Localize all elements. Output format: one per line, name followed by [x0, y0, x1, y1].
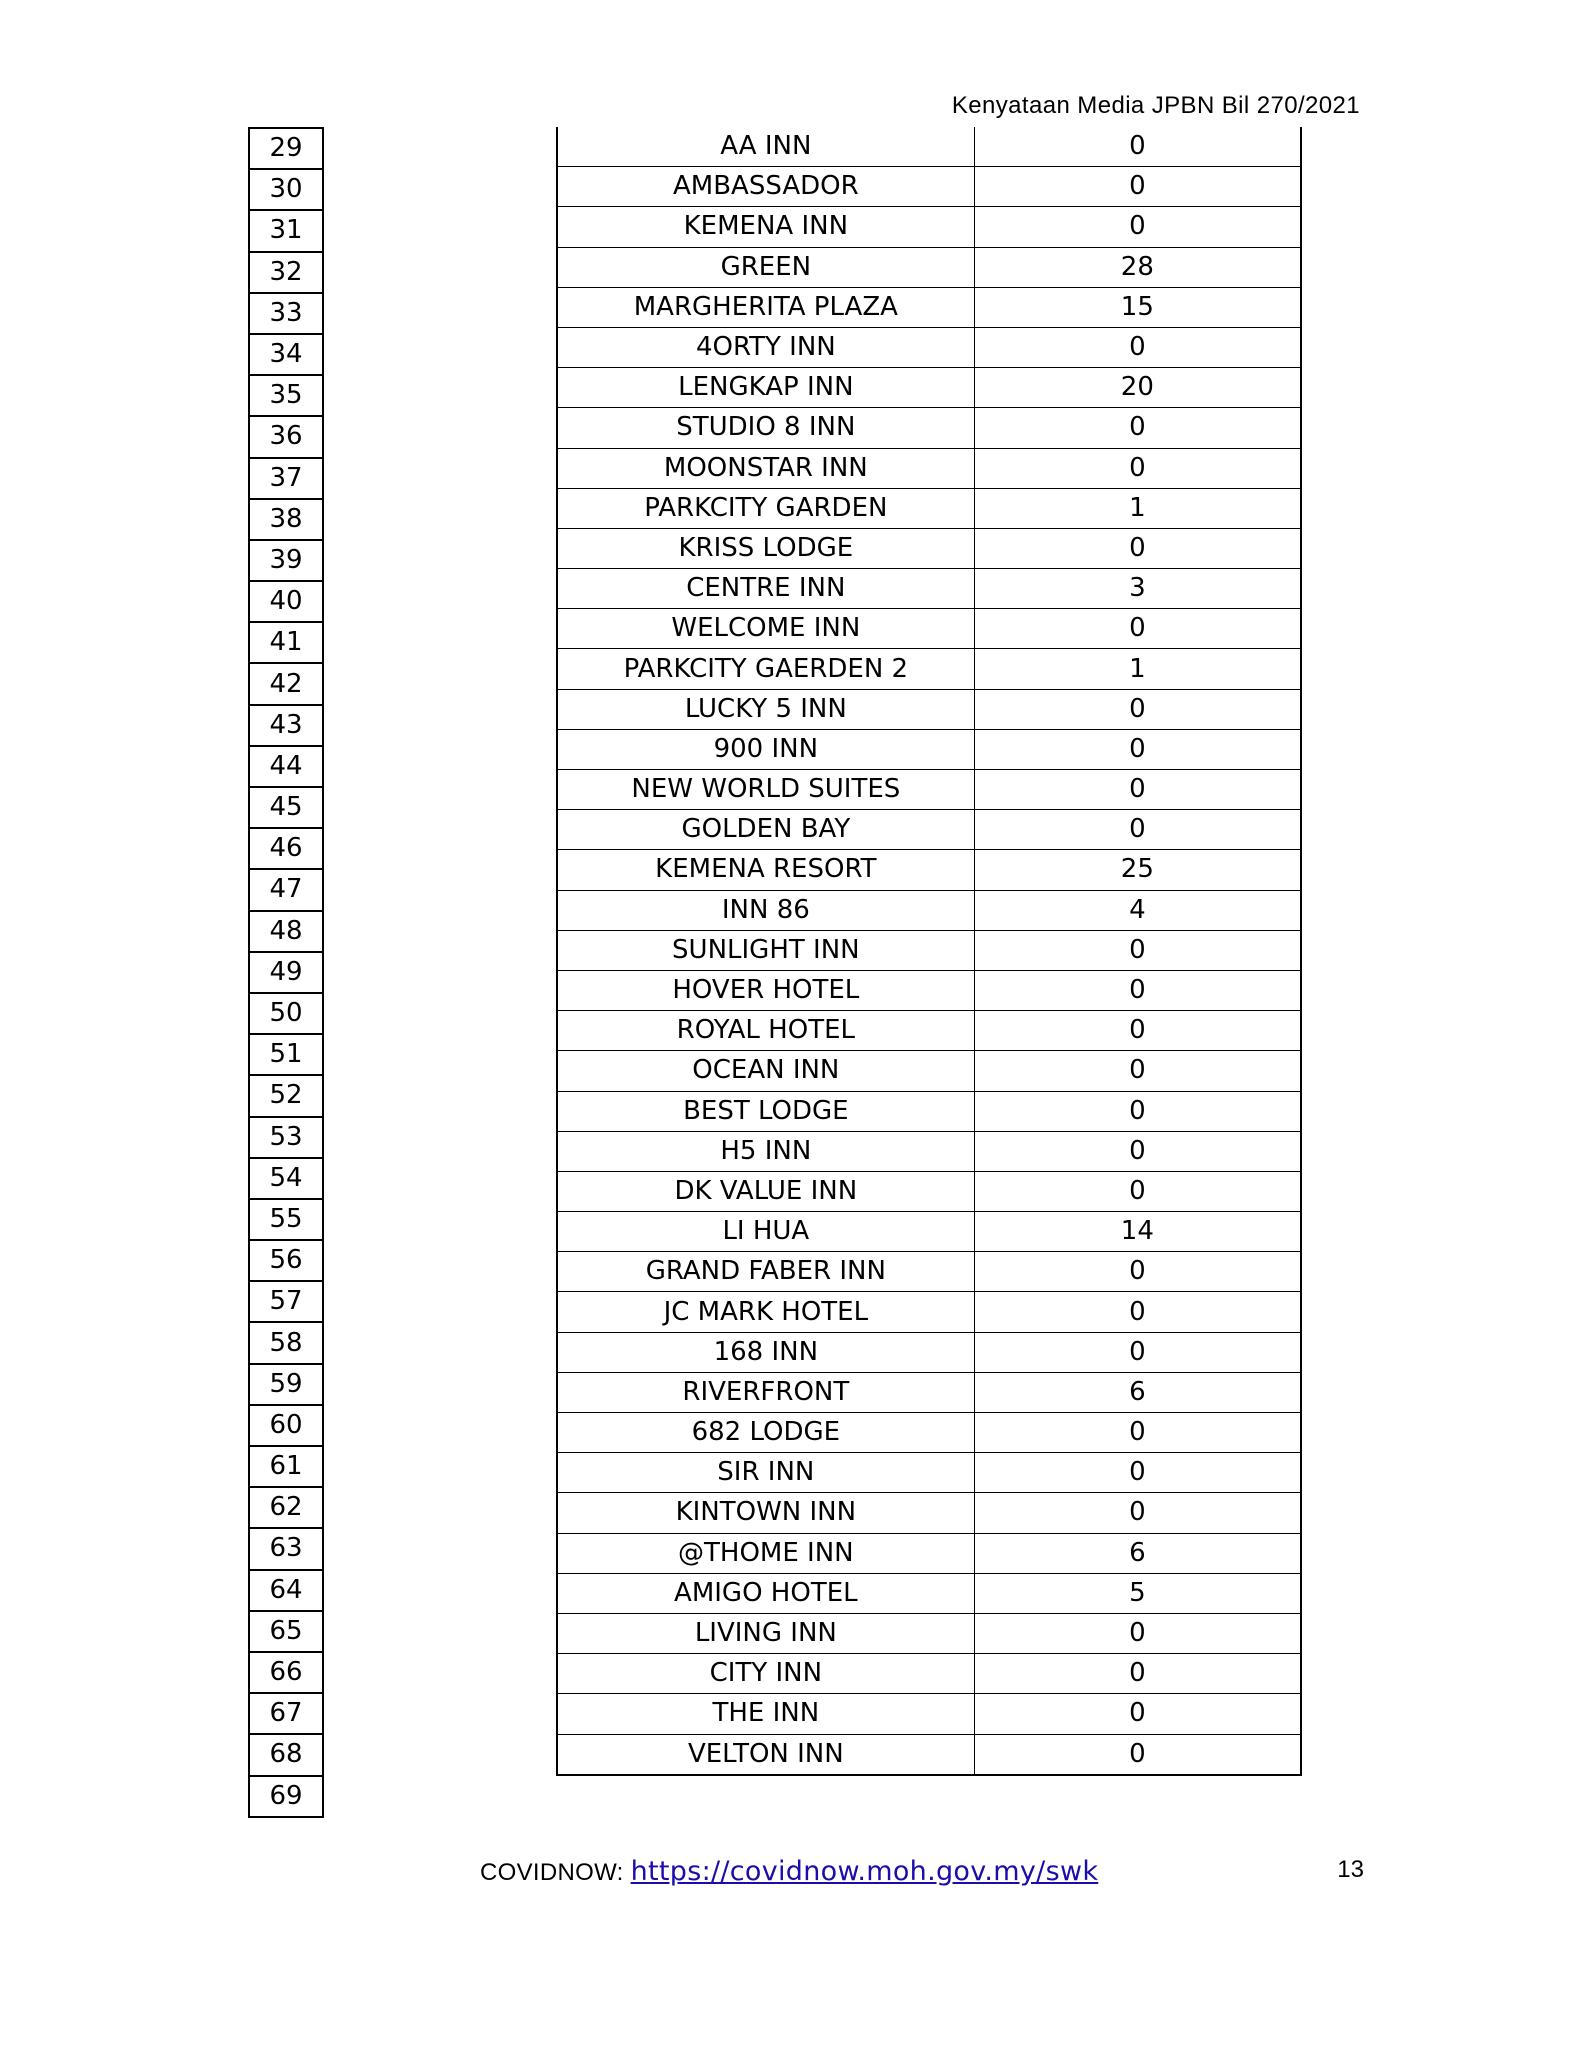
number-row: [249, 1240, 323, 1281]
hotel-count: 0: [974, 1332, 1301, 1372]
hotel-name: STUDIO 8 INN: [557, 408, 974, 448]
hotel-name: JC MARK HOTEL: [557, 1292, 974, 1332]
hotel-count: 0: [974, 1413, 1301, 1453]
number-row: [249, 952, 323, 993]
row-number: 59: [249, 1364, 323, 1405]
hotel-name: INN 86: [557, 890, 974, 930]
hotel-name: ROYAL HOTEL: [557, 1011, 974, 1051]
table-row: [557, 1131, 1301, 1171]
number-row: [249, 911, 323, 952]
number-row: [249, 1034, 323, 1075]
table-row: [557, 1413, 1301, 1453]
table-row: [557, 569, 1301, 609]
hotel-count: 1: [974, 649, 1301, 689]
number-row: [249, 1693, 323, 1734]
hotel-name: THE INN: [557, 1694, 974, 1734]
number-row: [249, 705, 323, 746]
table-row: [557, 1051, 1301, 1091]
row-number: 45: [249, 787, 323, 828]
hotel-count: 0: [974, 408, 1301, 448]
number-row: [249, 1364, 323, 1405]
row-number: 58: [249, 1322, 323, 1363]
table-row: [557, 1252, 1301, 1292]
hotel-name: HOVER HOTEL: [557, 970, 974, 1010]
table-row: [557, 287, 1301, 327]
hotel-name: KINTOWN INN: [557, 1493, 974, 1533]
hotel-count: 6: [974, 1372, 1301, 1412]
hotel-name: AA INN: [557, 127, 974, 167]
hotel-name: SIR INN: [557, 1453, 974, 1493]
hotel-count: 6: [974, 1533, 1301, 1573]
table-row: [557, 1694, 1301, 1734]
table-row: [557, 1091, 1301, 1131]
hotel-count: 0: [974, 167, 1301, 207]
hotel-count: 0: [974, 1011, 1301, 1051]
hotel-count: 0: [974, 1694, 1301, 1734]
hotel-count: 4: [974, 890, 1301, 930]
hotel-name: DK VALUE INN: [557, 1171, 974, 1211]
hotel-name: MARGHERITA PLAZA: [557, 287, 974, 327]
hotel-name: PARKCITY GARDEN: [557, 488, 974, 528]
number-row: [249, 1570, 323, 1611]
table-row: [557, 448, 1301, 488]
number-row: [249, 458, 323, 499]
hotel-count: 0: [974, 528, 1301, 568]
row-number: 66: [249, 1652, 323, 1693]
hotel-count: 0: [974, 1292, 1301, 1332]
row-number: 38: [249, 499, 323, 540]
table-row: [557, 1212, 1301, 1252]
table-row: [557, 770, 1301, 810]
table-row: [557, 1332, 1301, 1372]
hotel-count: 0: [974, 1051, 1301, 1091]
number-row: [249, 1075, 323, 1116]
row-number: 29: [249, 128, 323, 169]
table-row: [557, 528, 1301, 568]
row-number: 53: [249, 1117, 323, 1158]
footer: [480, 1856, 1098, 1887]
table-row: [557, 1613, 1301, 1653]
covidnow-link[interactable]: https://covidnow.moh.gov.my/swk: [630, 1856, 1099, 1887]
number-row: [249, 1405, 323, 1446]
table-row: [557, 327, 1301, 367]
number-row: [249, 1487, 323, 1528]
number-row: [249, 210, 323, 251]
number-row: [249, 622, 323, 663]
row-number: 30: [249, 169, 323, 210]
number-row: [249, 128, 323, 169]
hotel-count: 0: [974, 729, 1301, 769]
hotel-name: CENTRE INN: [557, 569, 974, 609]
hotel-count: 0: [974, 448, 1301, 488]
number-row: [249, 663, 323, 704]
row-number: 67: [249, 1693, 323, 1734]
hotel-name: VELTON INN: [557, 1734, 974, 1775]
table-row: [557, 408, 1301, 448]
table-row: [557, 1453, 1301, 1493]
hotel-count: 0: [974, 970, 1301, 1010]
hotel-name: KRISS LODGE: [557, 528, 974, 568]
number-row: [249, 581, 323, 622]
hotel-count: 20: [974, 368, 1301, 408]
hotel-count: 0: [974, 609, 1301, 649]
hotel-name: LUCKY 5 INN: [557, 689, 974, 729]
hotel-table: [556, 127, 1302, 1776]
page-number: 13: [1337, 1856, 1364, 1883]
row-number: 51: [249, 1034, 323, 1075]
row-number: 68: [249, 1734, 323, 1775]
table-row: [557, 368, 1301, 408]
number-row: [249, 334, 323, 375]
table-row: [557, 689, 1301, 729]
row-number: 39: [249, 540, 323, 581]
row-number: 42: [249, 663, 323, 704]
hotel-name: KEMENA RESORT: [557, 850, 974, 890]
row-number: 41: [249, 622, 323, 663]
hotel-count: 0: [974, 1493, 1301, 1533]
hotel-count: 0: [974, 689, 1301, 729]
table-row: [557, 970, 1301, 1010]
number-row: [249, 1446, 323, 1487]
number-row: [249, 1734, 323, 1775]
hotel-name: LIVING INN: [557, 1613, 974, 1653]
number-row: [249, 746, 323, 787]
hotel-name: OCEAN INN: [557, 1051, 974, 1091]
table-row: [557, 488, 1301, 528]
table-row: [557, 1372, 1301, 1412]
number-row: [249, 499, 323, 540]
row-number: 52: [249, 1075, 323, 1116]
hotel-name: GREEN: [557, 247, 974, 287]
hotel-name: 682 LODGE: [557, 1413, 974, 1453]
number-row: [249, 540, 323, 581]
hotel-name: LI HUA: [557, 1212, 974, 1252]
hotel-count: 0: [974, 1171, 1301, 1211]
row-number: 65: [249, 1611, 323, 1652]
table-row: [557, 810, 1301, 850]
row-number: 55: [249, 1199, 323, 1240]
hotel-count: 0: [974, 810, 1301, 850]
table-row: [557, 1171, 1301, 1211]
table-row: [557, 1654, 1301, 1694]
hotel-count: 0: [974, 1252, 1301, 1292]
row-number: 49: [249, 952, 323, 993]
hotel-count: 0: [974, 207, 1301, 247]
row-number: 32: [249, 252, 323, 293]
footer-label: COVIDNOW:: [480, 1859, 624, 1886]
table-row: [557, 890, 1301, 930]
row-number: 47: [249, 869, 323, 910]
hotel-name: BEST LODGE: [557, 1091, 974, 1131]
hotel-name: 4ORTY INN: [557, 327, 974, 367]
table-row: [557, 850, 1301, 890]
table-row: [557, 1573, 1301, 1613]
hotel-count: 0: [974, 1131, 1301, 1171]
hotel-count: 0: [974, 770, 1301, 810]
row-number: 56: [249, 1240, 323, 1281]
number-row: [249, 169, 323, 210]
number-row: [249, 787, 323, 828]
hotel-count: 3: [974, 569, 1301, 609]
number-row: [249, 1611, 323, 1652]
row-number: 64: [249, 1570, 323, 1611]
hotel-count: 0: [974, 1613, 1301, 1653]
hotel-count: 0: [974, 127, 1301, 167]
row-number: 63: [249, 1528, 323, 1569]
number-row: [249, 1652, 323, 1693]
hotel-name: NEW WORLD SUITES: [557, 770, 974, 810]
hotel-count: 5: [974, 1573, 1301, 1613]
hotel-name: KEMENA INN: [557, 207, 974, 247]
table-row: [557, 127, 1301, 167]
number-row: [249, 1776, 323, 1817]
hotel-name: WELCOME INN: [557, 609, 974, 649]
number-row: [249, 869, 323, 910]
table-row: [557, 1292, 1301, 1332]
row-number: 60: [249, 1405, 323, 1446]
hotel-count: 1: [974, 488, 1301, 528]
table-row: [557, 1011, 1301, 1051]
hotel-count: 0: [974, 1734, 1301, 1775]
number-row: [249, 375, 323, 416]
number-row: [249, 1199, 323, 1240]
hotel-name: AMIGO HOTEL: [557, 1573, 974, 1613]
row-number: 48: [249, 911, 323, 952]
row-number: 35: [249, 375, 323, 416]
hotel-count: 0: [974, 1091, 1301, 1131]
number-row: [249, 293, 323, 334]
row-number: 50: [249, 993, 323, 1034]
table-row: [557, 609, 1301, 649]
hotel-count: 0: [974, 930, 1301, 970]
hotel-name: GRAND FABER INN: [557, 1252, 974, 1292]
row-number-column: [248, 127, 324, 1818]
row-number: 44: [249, 746, 323, 787]
row-number: 36: [249, 416, 323, 457]
table-row: [557, 649, 1301, 689]
document-reference: Kenyataan Media JPBN Bil 270/2021: [951, 92, 1360, 119]
table-row: [557, 930, 1301, 970]
hotel-name: LENGKAP INN: [557, 368, 974, 408]
row-number: 43: [249, 705, 323, 746]
row-number: 61: [249, 1446, 323, 1487]
row-number: 57: [249, 1281, 323, 1322]
row-number: 34: [249, 334, 323, 375]
row-number: 40: [249, 581, 323, 622]
row-number: 31: [249, 210, 323, 251]
table-row: [557, 167, 1301, 207]
hotel-name: GOLDEN BAY: [557, 810, 974, 850]
row-number: 62: [249, 1487, 323, 1528]
table-row: [557, 1734, 1301, 1775]
row-number: 46: [249, 828, 323, 869]
hotel-name: CITY INN: [557, 1654, 974, 1694]
hotel-count: 14: [974, 1212, 1301, 1252]
hotel-count: 28: [974, 247, 1301, 287]
number-row: [249, 1322, 323, 1363]
row-number: 54: [249, 1158, 323, 1199]
hotel-count: 25: [974, 850, 1301, 890]
table-row: [557, 729, 1301, 769]
hotel-name: @THOME INN: [557, 1533, 974, 1573]
hotel-name: 900 INN: [557, 729, 974, 769]
table-row: [557, 207, 1301, 247]
number-row: [249, 993, 323, 1034]
row-number: 69: [249, 1776, 323, 1817]
number-row: [249, 252, 323, 293]
hotel-name: H5 INN: [557, 1131, 974, 1171]
row-number: 37: [249, 458, 323, 499]
number-row: [249, 1528, 323, 1569]
hotel-count: 15: [974, 287, 1301, 327]
hotel-count: 0: [974, 1654, 1301, 1694]
hotel-name: AMBASSADOR: [557, 167, 974, 207]
number-row: [249, 1117, 323, 1158]
hotel-count: 0: [974, 1453, 1301, 1493]
table-row: [557, 1493, 1301, 1533]
hotel-count: 0: [974, 327, 1301, 367]
number-row: [249, 1281, 323, 1322]
hotel-name: PARKCITY GAERDEN 2: [557, 649, 974, 689]
hotel-name: SUNLIGHT INN: [557, 930, 974, 970]
number-row: [249, 1158, 323, 1199]
hotel-name: 168 INN: [557, 1332, 974, 1372]
table-row: [557, 247, 1301, 287]
row-number: 33: [249, 293, 323, 334]
hotel-name: RIVERFRONT: [557, 1372, 974, 1412]
number-row: [249, 828, 323, 869]
number-row: [249, 416, 323, 457]
table-row: [557, 1533, 1301, 1573]
hotel-name: MOONSTAR INN: [557, 448, 974, 488]
